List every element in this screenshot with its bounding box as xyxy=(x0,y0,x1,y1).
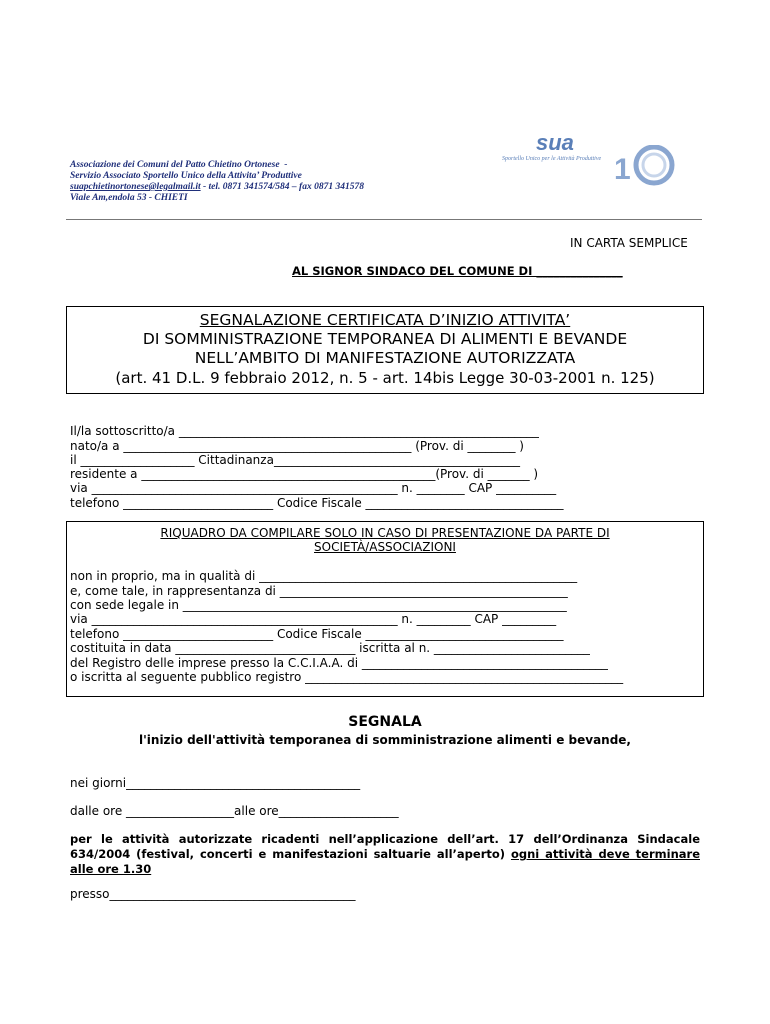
field-costituita[interactable]: costituita in data ______________________________ iscritta al n. __________________________ xyxy=(70,641,590,655)
company-box-heading-1: RIQUADRO DA COMPILARE SOLO IN CASO DI PRESENTAZIONE DA PARTE DI xyxy=(160,526,610,540)
field-pubblico-registro[interactable]: o iscritta al seguente pubblico registro _____________________________________________________ xyxy=(70,670,624,684)
field-orari[interactable]: dalle ore __________________alle ore____________________ xyxy=(70,804,399,818)
field-nato[interactable]: nato/a a ________________________________________________ (Prov. di ________ ) xyxy=(70,439,524,453)
title-line-4: (art. 41 D.L. 9 febbraio 2012, n. 5 - art. 14bis Legge 30-03-2001 n. 125) xyxy=(115,369,655,387)
field-company-via[interactable]: via ___________________________________________________ n. _________ CAP _________ xyxy=(70,612,557,626)
field-qualita[interactable]: non in proprio, ma in qualità di _____________________________________________________ xyxy=(70,569,578,583)
field-telefono[interactable]: telefono _________________________ Codice Fiscale _________________________________ xyxy=(70,496,564,510)
header-address: Viale Am,endola 53 - CHIETI xyxy=(70,193,188,203)
segnala-title: SEGNALA xyxy=(348,714,422,730)
svg-text:1: 1 xyxy=(614,153,631,186)
segnala-subtitle: l'inizio dell'attività temporanea di somministrazione alimenti e bevande, xyxy=(139,733,631,747)
field-residente[interactable]: residente a _________________________________________________(Prov. di _______ ) xyxy=(70,467,539,481)
field-giorni[interactable]: nei giorni_______________________________________ xyxy=(70,776,361,790)
title-line-1: SEGNALAZIONE CERTIFICATA D’INIZIO ATTIVITA’ xyxy=(199,311,571,329)
field-sede-legale[interactable]: con sede legale in ________________________________________________________________ xyxy=(70,598,567,612)
field-rappresentanza[interactable]: e, come tale, in rappresentanza di ________________________________________________ xyxy=(70,584,568,598)
addressee-line: AL SIGNOR SINDACO DEL COMUNE DI _______________ xyxy=(292,264,623,278)
title-line-3: NELL’AMBITO DI MANIFESTAZIONE AUTORIZZATA xyxy=(194,349,576,367)
header-email-link[interactable]: suapchietinortonese@legalmail.it xyxy=(70,182,201,192)
field-presso[interactable]: presso_________________________________________ xyxy=(70,887,356,901)
header-phone-fax: - tel. 0871 341574/584 – fax 0871 341578 xyxy=(200,182,364,192)
note-text: per le attività autorizzate ricadenti nell’applicazione dell’art. 17 dell’Ordinanza Sindacale 634/2004 (festival, concerti e manifestazioni saltuarie all’aperto) xyxy=(70,832,700,861)
note-emphasis: ogni attività deve terminare alle ore 1.30 xyxy=(70,847,700,876)
suap-logo xyxy=(498,126,678,186)
header-contacts-line xyxy=(70,182,364,192)
header-service: Servizio Associato Sportello Unico della Attivita’ Produttive xyxy=(70,171,302,181)
note-paragraph xyxy=(70,832,700,877)
title-box xyxy=(66,306,704,394)
header-divider xyxy=(66,219,702,220)
header-association: Associazione dei Comuni del Patto Chietino Ortonese - xyxy=(70,160,288,170)
logo-tagline: Sportello Unico per le Attività Produttive xyxy=(502,156,602,162)
field-sottoscritto[interactable]: Il/la sottoscritto/a ____________________________________________________________ xyxy=(70,424,539,438)
logo-word: sua xyxy=(536,130,574,155)
company-box-heading-2: SOCIETÀ/ASSOCIAZIONI xyxy=(314,540,456,554)
carta-semplice-label: IN CARTA SEMPLICE xyxy=(570,236,688,250)
title-line-2: DI SOMMINISTRAZIONE TEMPORANEA DI ALIMENTI E BEVANDE xyxy=(142,330,628,348)
field-data-cittadinanza[interactable]: il ___________________ Cittadinanza_________________________________________ xyxy=(70,453,520,467)
field-company-telefono[interactable]: telefono _________________________ Codice Fiscale _________________________________ xyxy=(70,627,564,641)
field-via[interactable]: via ___________________________________________________ n. ________ CAP __________ xyxy=(70,481,557,495)
field-registro-imprese[interactable]: del Registro delle imprese presso la C.C.I.A.A. di _________________________________________ xyxy=(70,656,608,670)
